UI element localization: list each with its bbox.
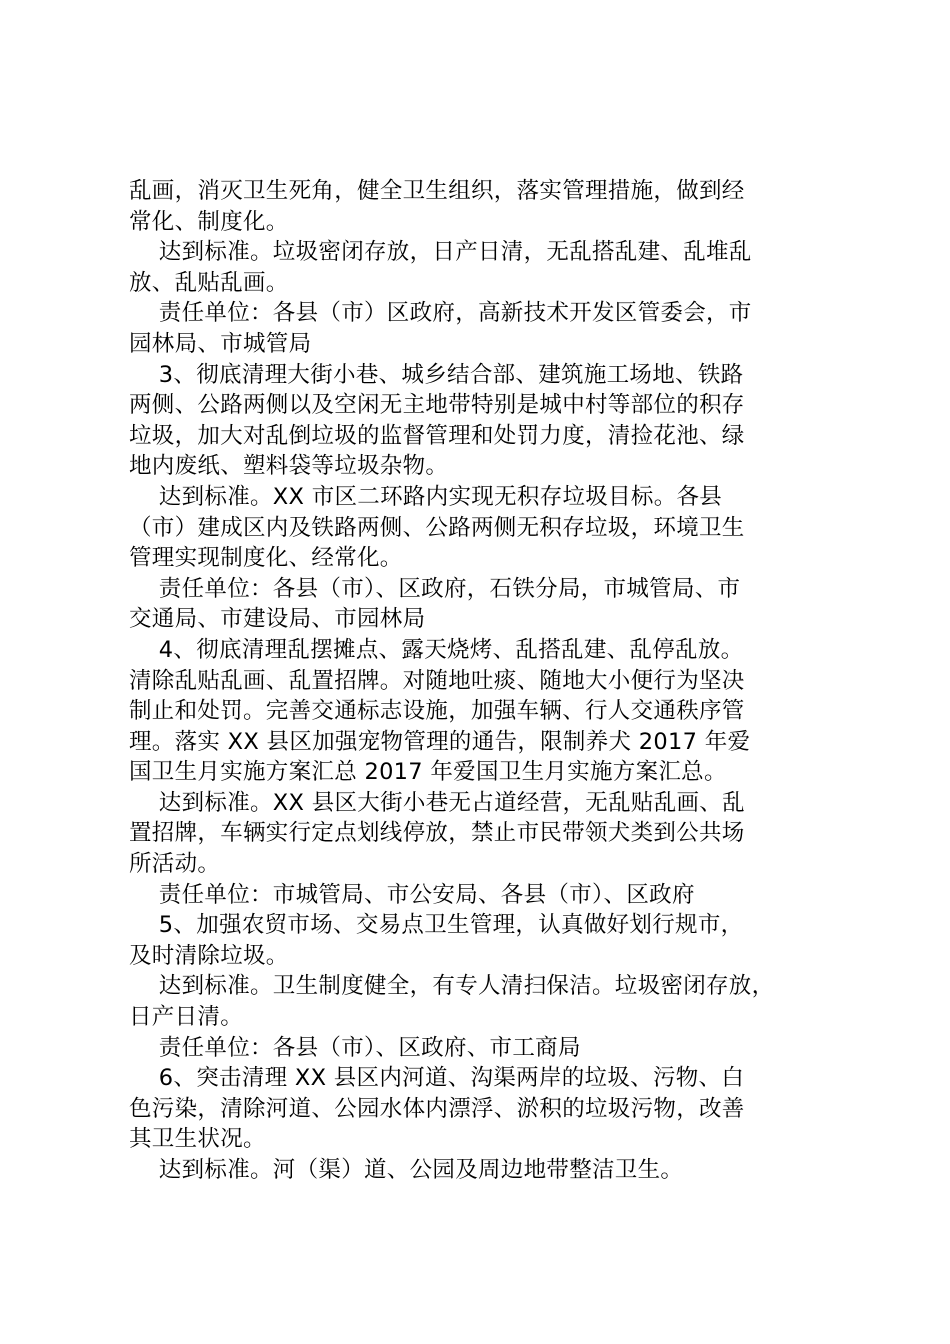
text-line: 责任单位：各县（市）、区政府，石铁分局，市城管局、市 <box>129 575 741 602</box>
text-line: 达到标准。XX 市区二环路内实现无积存垃圾目标。各县 <box>129 483 723 510</box>
text-line: 国卫生月实施方案汇总 2017 年爱国卫生月实施方案汇总。 <box>129 759 727 786</box>
document-body <box>129 176 829 1186</box>
text-line: 及时清除垃圾。 <box>129 942 289 969</box>
text-line: （市）建成区内及铁路两侧、公路两侧无积存垃圾，环境卫生 <box>129 514 745 541</box>
text-line: 达到标准。垃圾密闭存放，日产日清，无乱搭乱建、乱堆乱 <box>129 239 752 266</box>
text-line: 5、加强农贸市场、交易点卫生管理，认真做好划行规市， <box>129 912 744 939</box>
text-line: 放、乱贴乱画。 <box>129 269 289 296</box>
text-line: 达到标准。XX 县区大街小巷无占道经营，无乱贴乱画、乱 <box>129 789 745 816</box>
text-line: 垃圾，加大对乱倒垃圾的监督管理和处罚力度，清捡花池、绿 <box>129 422 745 449</box>
text-line: 责任单位：各县（市）区政府，高新技术开发区管委会，市 <box>129 300 752 327</box>
text-line: 达到标准。河（渠）道、公园及周边地带整洁卫生。 <box>129 1157 684 1183</box>
text-line: 两侧、公路两侧以及空闲无主地带特别是城中村等部位的积存 <box>129 392 745 419</box>
text-line: 日产日清。 <box>129 1004 244 1031</box>
text-line: 制止和处罚。完善交通标志设施，加强车辆、行人交通秩序管 <box>129 698 745 725</box>
text-line: 交通局、市建设局、市园林局 <box>129 606 426 633</box>
text-line: 4、彻底清理乱摆摊点、露天烧烤、乱搭乱建、乱停乱放。 <box>129 636 744 663</box>
text-line: 达到标准。卫生制度健全，有专人清扫保洁。垃圾密闭存放， <box>129 973 775 1000</box>
text-line: 地内废纸、塑料袋等垃圾杂物。 <box>129 453 449 480</box>
text-line: 色污染，清除河道、公园水体内漂浮、淤积的垃圾污物，改善 <box>129 1095 745 1122</box>
text-line: 责任单位：各县（市）、区政府、市工商局 <box>129 1034 581 1061</box>
text-line: 管理实现制度化、经常化。 <box>129 545 403 572</box>
text-line: 常化、制度化。 <box>129 208 289 235</box>
text-line: 园林局、市城管局 <box>129 330 312 357</box>
text-line: 乱画，消灭卫生死角，健全卫生组织，落实管理措施，做到经 <box>129 178 745 204</box>
text-line: 置招牌，车辆实行定点划线停放，禁止市民带领犬类到公共场 <box>129 820 745 847</box>
text-line: 清除乱贴乱画、乱置招牌。对随地吐痰、随地大小便行为坚决 <box>129 667 745 694</box>
text-line: 责任单位：市城管局、市公安局、各县（市）、区政府 <box>129 881 695 908</box>
text-line: 所活动。 <box>129 851 221 878</box>
text-line: 其卫生状况。 <box>129 1126 266 1153</box>
text-line: 3、彻底清理大街小巷、城乡结合部、建筑施工场地、铁路 <box>129 361 744 388</box>
text-line: 6、突击清理 XX 县区内河道、沟渠两岸的垃圾、污物、白 <box>129 1065 745 1092</box>
text-line: 理。落实 XX 县区加强宠物管理的通告，限制养犬 2017 年爱 <box>129 728 751 755</box>
